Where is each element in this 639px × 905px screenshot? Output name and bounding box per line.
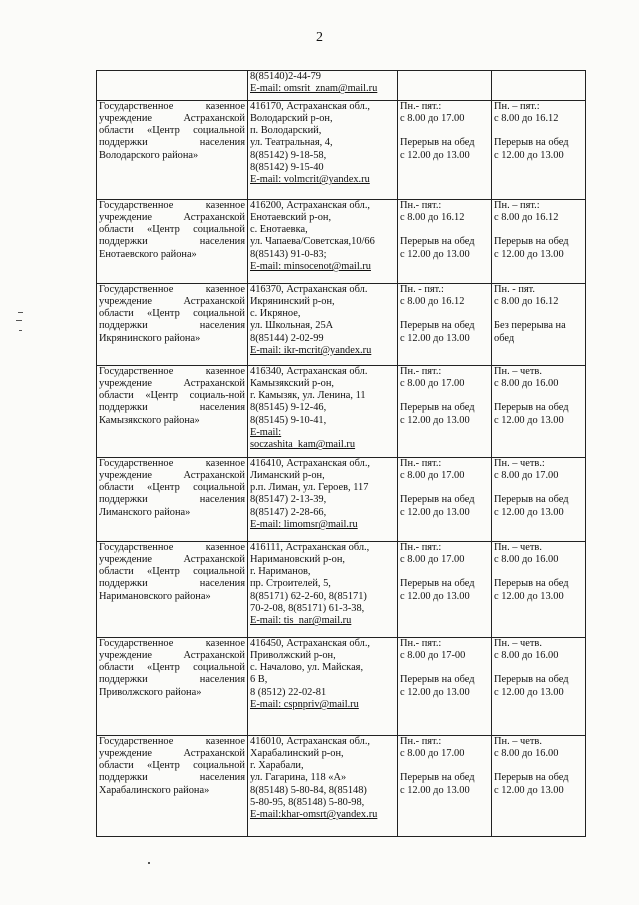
contact-line: Наримановский р-он, (250, 553, 345, 565)
contact-line: 8(85147) 2-28-66, (250, 506, 327, 518)
work-time: с 8.00 до 17-00 (400, 649, 466, 661)
contact-line: 416410, Астраханская обл., (250, 457, 371, 469)
break-label: Перерыв на обед (400, 772, 475, 784)
contact-line: 8(85148) 5-80-84, 8(85148) (250, 784, 367, 796)
contact-line: 8(85171) 62-2-60, 8(85171) (250, 590, 367, 602)
hours-cell (398, 541, 492, 637)
work-days: Пн.- пят.: (400, 637, 442, 649)
contact-line: Володарский р-он, (250, 112, 333, 124)
break-time: с 12.00 до 13.00 (494, 784, 564, 796)
work-time: с 8.00 до 16.00 (494, 377, 559, 389)
work-days: Пн.- пят.: (400, 100, 442, 112)
contact-line: п. Володарский, (250, 125, 322, 137)
break-time: с 12.00 до 13.00 (494, 149, 564, 161)
work-time: с 8.00 до 17.00 (400, 469, 465, 481)
table-row (97, 637, 586, 735)
org-cell (97, 283, 248, 365)
contact-line: 8(85142) 9-15-40 (250, 162, 324, 174)
contact-line: 8(85142) 9-18-58, (250, 149, 327, 161)
org-name: Государственное казенное учреждение Астраханской области «Центр социальной поддержки населения Харабалинского района» (99, 735, 245, 796)
table-row (97, 735, 586, 836)
org-name: Государственное казенное учреждение Астраханской области «Центр социальной поддержки населения Лиманского района» (99, 457, 245, 518)
contact-line: с. Началово, ул. Майская, (250, 662, 364, 674)
spacer (400, 390, 489, 402)
org-cell (97, 365, 248, 457)
table-row (97, 71, 586, 101)
hours-cell (398, 457, 492, 541)
work-days: Пн. – четв.: (494, 457, 545, 469)
work-time: с 8.00 до 16.00 (494, 649, 559, 661)
work-days: Пн. – четв. (494, 541, 542, 553)
break-time: с 12.00 до 13.00 (400, 248, 470, 260)
contact-line: 8(85140)2-44-79 (250, 71, 321, 82)
work-time: с 8.00 до 17.00 (494, 469, 559, 481)
contact-cell (248, 541, 398, 637)
scan-mark (18, 312, 23, 313)
break-time: с 12.00 до 13.00 (400, 149, 470, 161)
spacer (400, 224, 489, 236)
spacer (400, 566, 489, 578)
break-label: Перерыв на обед (494, 772, 569, 784)
break-time: с 12.00 до 13.00 (400, 506, 470, 518)
hours-cell (492, 637, 586, 735)
work-time: с 8.00 до 17.00 (400, 553, 465, 565)
break-label: Перерыв на обед (494, 578, 569, 590)
hours-cell (398, 365, 492, 457)
hours-cell (492, 735, 586, 836)
contact-line: 8(85143) 91-0-83; (250, 248, 327, 260)
org-cell (97, 199, 248, 283)
scan-mark (19, 330, 22, 331)
spacer (400, 760, 489, 772)
org-cell (97, 100, 248, 199)
table-row (97, 199, 586, 283)
hours-cell (492, 199, 586, 283)
contact-cell (248, 637, 398, 735)
spacer (494, 308, 583, 320)
org-name: Государственное казенное учреждение Астраханской области «Центр социальной поддержки населения Приволжского района» (99, 637, 245, 698)
scan-mark (16, 320, 22, 321)
contact-cell (248, 735, 398, 836)
email-line: E-mail: limomsr@mail.ru (250, 519, 358, 531)
contact-cell (248, 365, 398, 457)
contact-line: 416200, Астраханская обл., (250, 199, 371, 211)
work-days: Пн. – четв. (494, 365, 542, 377)
hours-cell (492, 541, 586, 637)
work-time: с 8.00 до 16.12 (494, 112, 559, 124)
email-line: E-mail: tis_nar@mail.ru (250, 615, 352, 627)
contact-line: пр. Строителей, 5, (250, 578, 331, 590)
contact-cell (248, 100, 398, 199)
org-cell (97, 71, 248, 101)
spacer (400, 125, 489, 137)
contact-line: Енотаевский р-он, (250, 211, 332, 223)
work-days: Пн. - пят. (494, 283, 536, 295)
break-label: Перерыв на обед (400, 236, 475, 248)
break-time: с 12.00 до 13.00 (400, 414, 470, 426)
hours-cell (492, 71, 586, 101)
break-label: Перерыв на обед (494, 236, 569, 248)
contact-line: 8(85147) 2-13-39, (250, 494, 327, 506)
contact-line: ул. Театральная, 4, (250, 137, 333, 149)
work-days: Пн. – четв. (494, 637, 542, 649)
org-cell (97, 637, 248, 735)
work-days: Пн.- пят.: (400, 199, 442, 211)
break-time: с 12.00 до 13.00 (494, 248, 564, 260)
break-label: Перерыв на обед (494, 494, 569, 506)
org-name: Государственное казенное учреждение Астраханской области «Центр социальной поддержки населения Володарского района» (99, 100, 245, 161)
contact-line: г. Нариманов, (250, 566, 311, 578)
spacer (494, 125, 583, 137)
contact-line: г. Харабали, (250, 760, 304, 772)
spacer (494, 760, 583, 772)
spacer (494, 662, 583, 674)
table-row (97, 365, 586, 457)
org-cell (97, 735, 248, 836)
table-row (97, 541, 586, 637)
contact-line: Камызякский р-он, (250, 377, 335, 389)
break-label: Перерыв на обед (400, 494, 475, 506)
contact-line: с. Енотаевка, (250, 224, 308, 236)
email-line: soczashita_kam@mail.ru (250, 439, 356, 451)
break-label: Перерыв на обед (494, 402, 569, 414)
break-time: с 12.00 до 13.00 (494, 590, 564, 602)
break-label: Без перерыва на (494, 320, 566, 332)
spacer (400, 482, 489, 494)
contact-line: ул. Гагарина, 118 «А» (250, 772, 347, 784)
work-days: Пн. – пят.: (494, 100, 540, 112)
spacer (494, 482, 583, 494)
table-row (97, 283, 586, 365)
email-line: E-mail: ikr-mcrit@yandex.ru (250, 345, 372, 357)
break-label: Перерыв на обед (400, 674, 475, 686)
contact-line: Икрянинский р-он, (250, 295, 335, 307)
contact-cell (248, 283, 398, 365)
contact-cell (248, 457, 398, 541)
hours-cell (398, 283, 492, 365)
contact-line: 70-2-08, 8(85171) 61-3-38, (250, 603, 365, 615)
contact-line: г. Камызяк, ул. Ленина, 11 (250, 390, 366, 402)
work-days: Пн.- пят.: (400, 457, 442, 469)
table-row (97, 457, 586, 541)
work-time: с 8.00 до 16.12 (400, 211, 465, 223)
contact-line: р.п. Лиман, ул. Героев, 117 (250, 482, 369, 494)
work-days: Пн.- пят.: (400, 735, 442, 747)
org-cell (97, 457, 248, 541)
email-line: E-mail: minsocenot@mail.ru (250, 261, 371, 273)
spacer (494, 566, 583, 578)
break-time: с 12.00 до 13.00 (400, 686, 470, 698)
hours-cell (492, 283, 586, 365)
contact-line: 5-80-95, 8(85148) 5-80-98, (250, 797, 365, 809)
break-label: Перерыв на обед (400, 320, 475, 332)
contact-line: с. Икряное, (250, 308, 301, 320)
org-name: Государственное казенное учреждение Астраханской области «Центр социаль-ной поддержки населения Камызякского района» (99, 365, 245, 426)
hours-cell (492, 100, 586, 199)
work-time: с 8.00 до 16.12 (494, 211, 559, 223)
break-label: Перерыв на обед (494, 137, 569, 149)
hours-cell (398, 199, 492, 283)
hours-cell (398, 71, 492, 101)
contact-line: 416340, Астраханская обл. (250, 365, 368, 377)
work-days: Пн.- пят.: (400, 365, 442, 377)
break-time: с 12.00 до 13.00 (494, 506, 564, 518)
contact-line: Лиманский р-он, (250, 469, 325, 481)
work-time: с 8.00 до 16.12 (494, 295, 559, 307)
contact-cell (248, 199, 398, 283)
spacer (400, 308, 489, 320)
break-label: Перерыв на обед (400, 137, 475, 149)
hours-cell (398, 100, 492, 199)
break-time: с 12.00 до 13.00 (494, 686, 564, 698)
work-days: Пн. – пят.: (494, 199, 540, 211)
hours-cell (398, 637, 492, 735)
spacer (494, 390, 583, 402)
spacer (494, 224, 583, 236)
break-time: с 12.00 до 13.00 (400, 784, 470, 796)
hours-cell (492, 365, 586, 457)
email-line: E-mail: omsrit_znam@mail.ru (250, 83, 378, 95)
contact-line: 8(85145) 9-12-46, (250, 402, 327, 414)
work-days: Пн. – четв. (494, 735, 542, 747)
org-name: Государственное казенное учреждение Астраханской области «Центр социальной поддержки населения Енотаевского района» (99, 199, 245, 260)
contact-line: 8 (8512) 22-02-81 (250, 686, 327, 698)
contact-line: 416010, Астраханская обл., (250, 735, 371, 747)
contact-line: ул. Чапаева/Советская,10/66 (250, 236, 375, 248)
contact-line: 6 В, (250, 674, 268, 686)
email-line: E-mail: cspnpriv@mail.ru (250, 699, 359, 711)
org-name: Государственное казенное учреждение Астраханской области «Центр социальной поддержки населения Наримановского района» (99, 541, 245, 602)
email-line: E-mail:khar-omsrt@yandex.ru (250, 809, 378, 821)
break-label: Перерыв на обед (400, 402, 475, 414)
work-days: Пн. - пят.: (400, 283, 444, 295)
break-time: обед (494, 332, 515, 344)
break-time: с 12.00 до 13.00 (400, 332, 470, 344)
org-name: Государственное казенное учреждение Астраханской области «Центр социальной поддержки населения Икрянинского района» (99, 283, 245, 344)
work-time: с 8.00 до 17.00 (400, 747, 465, 759)
work-time: с 8.00 до 16.00 (494, 553, 559, 565)
table-row (97, 100, 586, 199)
contact-line: 416170, Астраханская обл., (250, 100, 371, 112)
work-time: с 8.00 до 16.12 (400, 295, 465, 307)
email-line: E-mail: (250, 427, 282, 439)
work-time: с 8.00 до 17.00 (400, 112, 465, 124)
break-label: Перерыв на обед (494, 674, 569, 686)
work-days: Пн.- пят.: (400, 541, 442, 553)
contact-cell (248, 71, 398, 101)
contact-line: 416370, Астраханская обл. (250, 283, 368, 295)
contact-line: 416450, Астраханская обл., (250, 637, 371, 649)
contact-line: 8(85145) 9-10-41, (250, 414, 327, 426)
contacts-table (96, 70, 586, 837)
contact-line: ул. Школьная, 25А (250, 320, 334, 332)
break-time: с 12.00 до 13.00 (494, 414, 564, 426)
email-line: E-mail: volmcrit@yandex.ru (250, 174, 370, 186)
contact-line: 8(85144) 2-02-99 (250, 332, 324, 344)
work-time: с 8.00 до 16.00 (494, 747, 559, 759)
scan-dot (148, 862, 150, 864)
contact-line: 416111, Астраханская обл., (250, 541, 370, 553)
org-cell (97, 541, 248, 637)
spacer (400, 662, 489, 674)
hours-cell (398, 735, 492, 836)
break-label: Перерыв на обед (400, 578, 475, 590)
break-time: с 12.00 до 13.00 (400, 590, 470, 602)
page-number: 2 (316, 30, 323, 45)
hours-cell (492, 457, 586, 541)
contact-line: Харабалинский р-он, (250, 747, 344, 759)
work-time: с 8.00 до 17.00 (400, 377, 465, 389)
contact-line: Приволжский р-он, (250, 649, 336, 661)
